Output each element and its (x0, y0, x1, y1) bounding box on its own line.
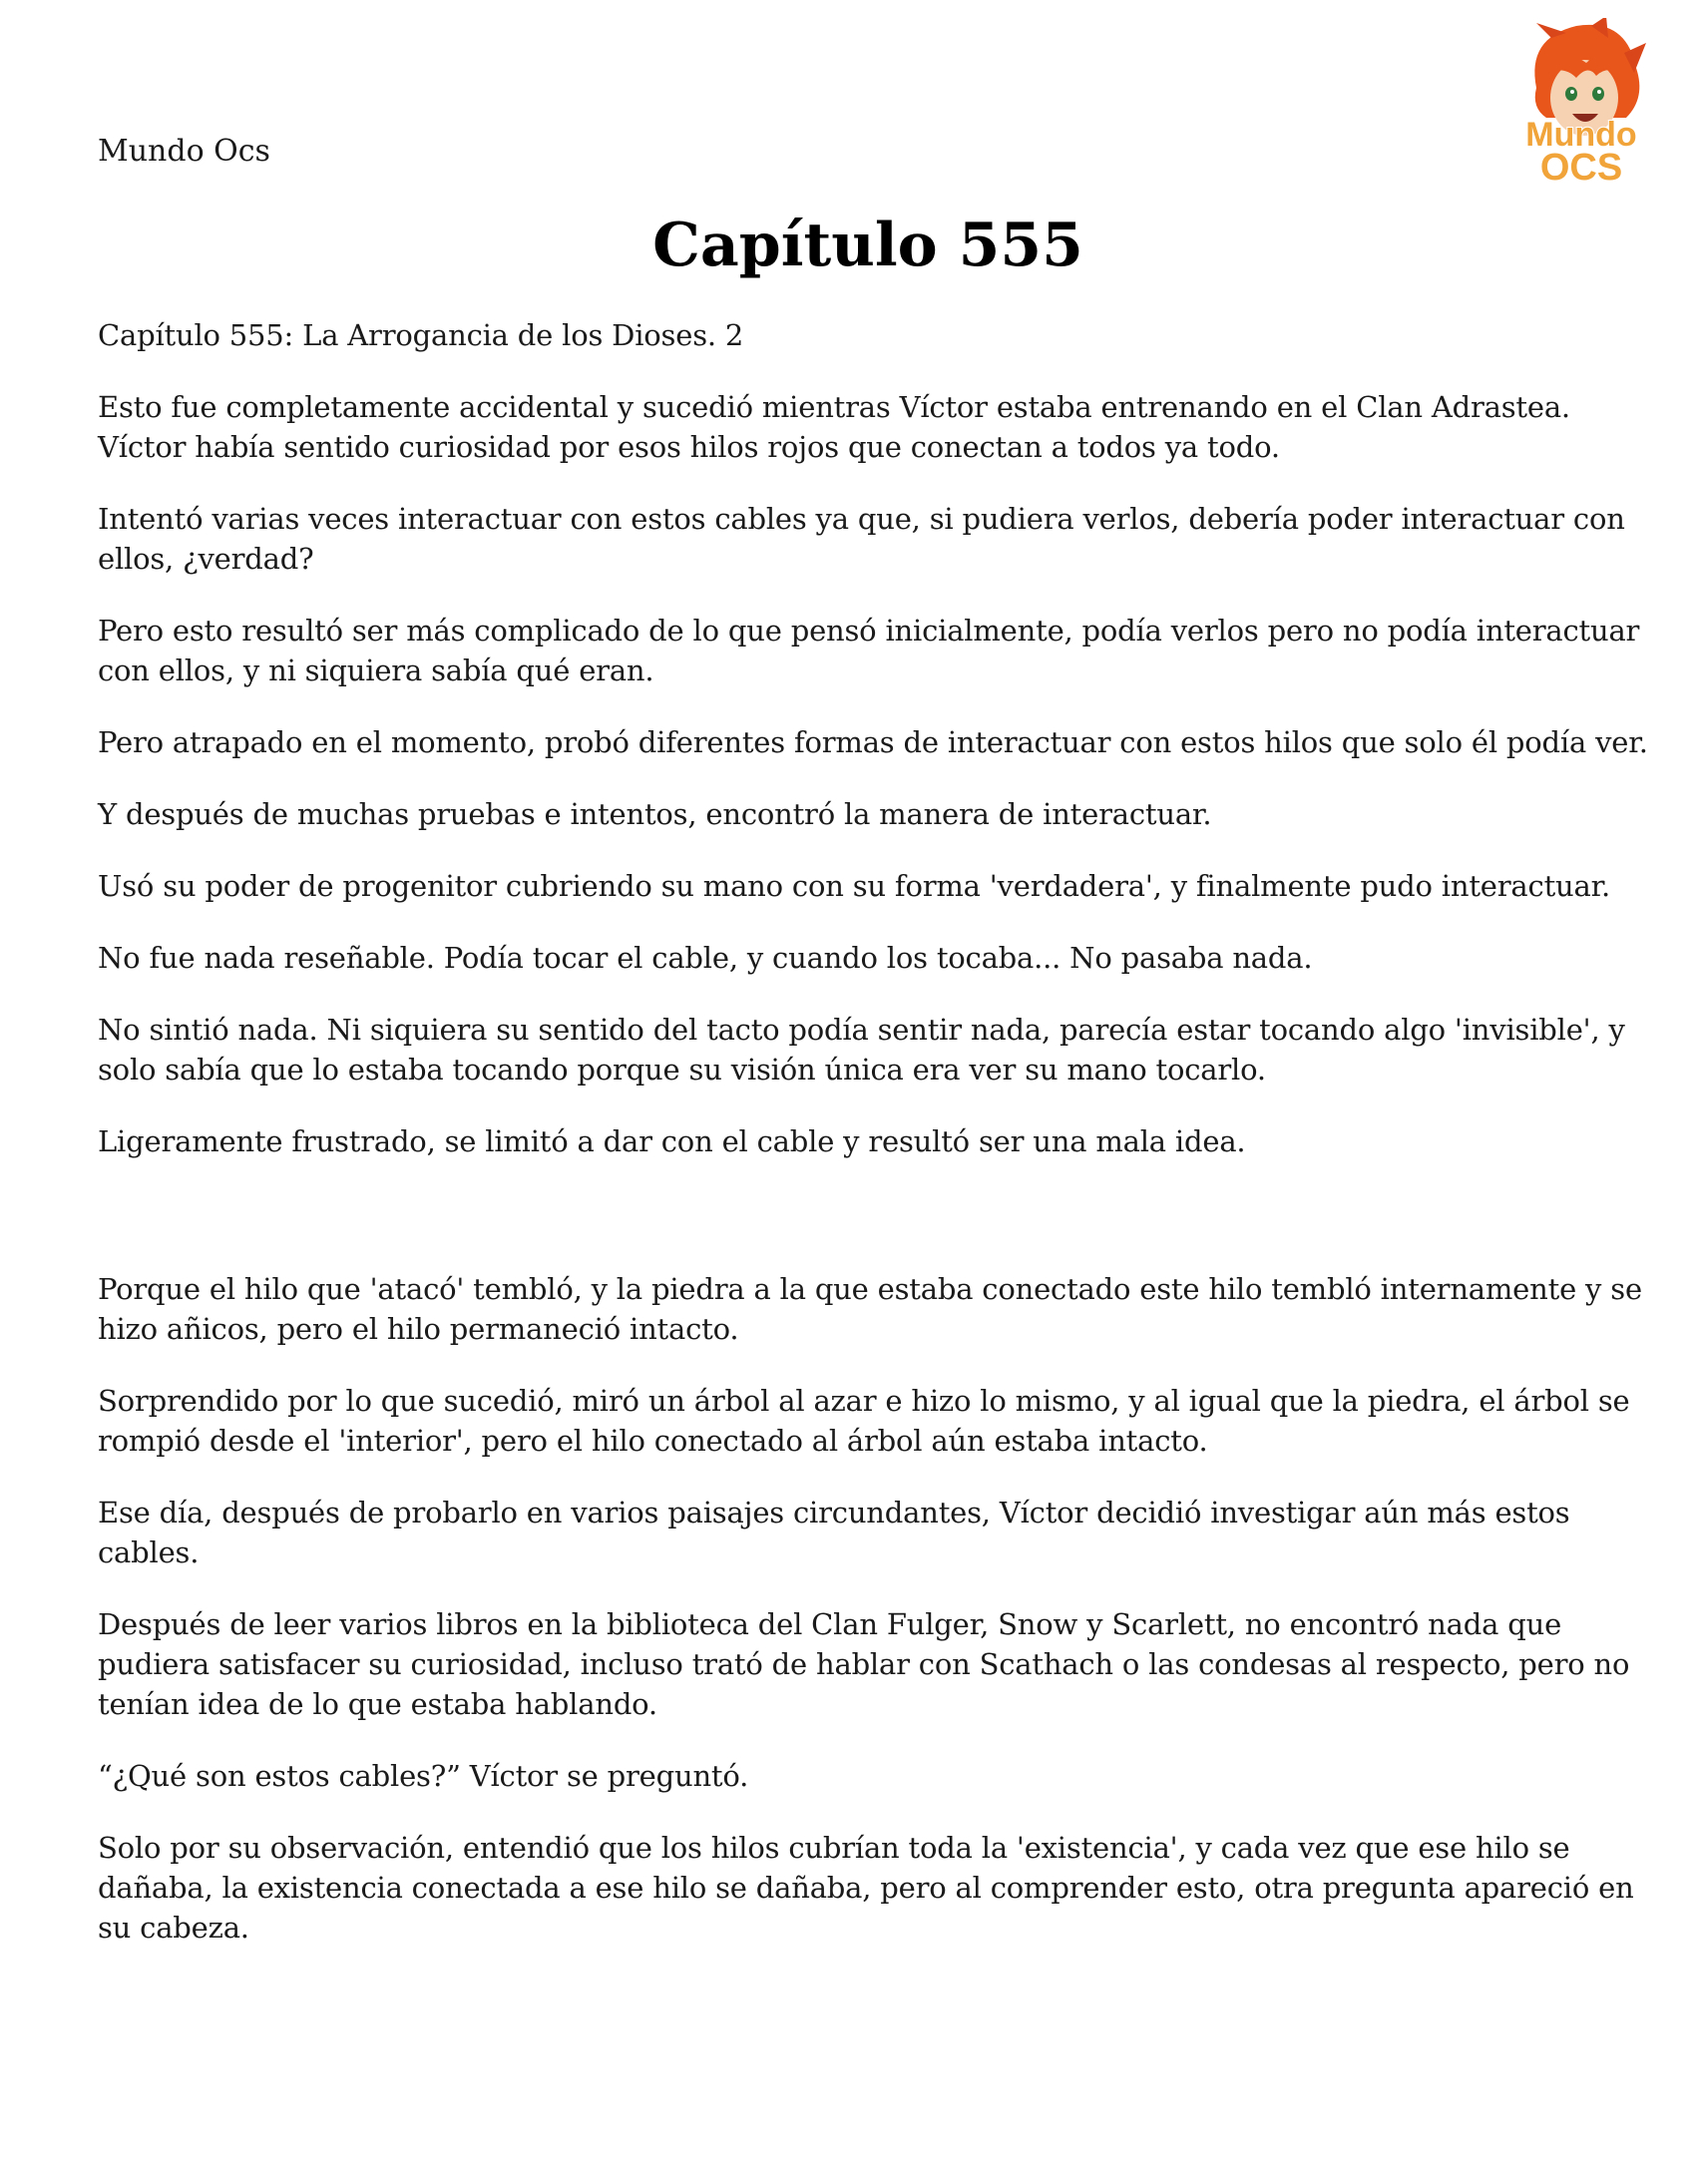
site-name: Mundo Ocs (98, 134, 270, 169)
chapter-subtitle: Capítulo 555: La Arrogancia de los Dioses. 2 (98, 318, 744, 352)
logo-text-top: Mundo (1525, 116, 1637, 154)
paragraph: “¿Qué son estos cables?” Víctor se preguntó. (98, 1759, 749, 1793)
paragraph: Solo por su observación, entendió que los hilos cubrían toda la 'existencia', y cada vez que ese hilo se dañaba, la existencia conectada a ese hilo se dañaba, pero al comprender esto, otra pregunta apareció en su cabeza. (98, 1831, 1634, 1945)
chapter-body (98, 315, 1654, 1979)
paragraph: Ligeramente frustrado, se limitó a dar con el cable y resultó ser una mala idea. (98, 1124, 1246, 1158)
paragraph: Y después de muchas pruebas e intentos, encontró la manera de interactuar. (98, 797, 1212, 831)
paragraph: Usó su poder de progenitor cubriendo su mano con su forma 'verdadera', y finalmente pudo interactuar. (98, 869, 1611, 903)
paragraph: No sintió nada. Ni siquiera su sentido del tacto podía sentir nada, parecía estar tocando algo 'invisible', y solo sabía que lo estaba tocando porque su visión única era ver su mano tocarlo. (98, 1013, 1625, 1087)
paragraph: Porque el hilo que 'atacó' tembló, y la piedra a la que estaba conectado este hilo tembló internamente y se hizo añicos, pero el hilo permaneció intacto. (98, 1272, 1642, 1346)
logo-text-bottom: OCS (1539, 147, 1623, 188)
paragraph: Después de leer varios libros en la biblioteca del Clan Fulger, Snow y Scarlett, no encontró nada que pudiera satisfacer su curiosidad, incluso trató de hablar con Scathach o las condesas al respecto, pero no tenían idea de lo que estaba hablando. (98, 1607, 1630, 1721)
paragraph: Ese día, después de probarlo en varios paisajes circundantes, Víctor decidió investigar aún más estos cables. (98, 1496, 1570, 1569)
paragraph: Pero esto resultó ser más complicado de lo que pensó inicialmente, podía verlos pero no podía interactuar con ellos, y ni siquiera sabía qué eran. (98, 614, 1640, 687)
paragraph: Pero atrapado en el momento, probó diferentes formas de interactuar con estos hilos que solo él podía ver. (98, 725, 1648, 759)
paragraph: No fue nada reseñable. Podía tocar el cable, y cuando los tocaba... No pasaba nada. (98, 941, 1313, 975)
paragraph: Sorprendido por lo que sucedió, miró un árbol al azar e hizo lo mismo, y al igual que la piedra, el árbol se rompió desde el 'interior', pero el hilo conectado al árbol aún estaba intacto. (98, 1384, 1630, 1458)
paragraph: Esto fue completamente accidental y sucedió mientras Víctor estaba entrenando en el Clan Adrastea. Víctor había sentido curiosidad por esos hilos rojos que conectan a todos ya todo. (98, 390, 1570, 464)
mundo-ocs-logo (1496, 18, 1666, 188)
chapter-title: Capítulo 555 (652, 211, 1083, 280)
paragraph: Intentó varias veces interactuar con estos cables ya que, si pudiera verlos, debería poder interactuar con ellos, ¿verdad? (98, 502, 1625, 576)
